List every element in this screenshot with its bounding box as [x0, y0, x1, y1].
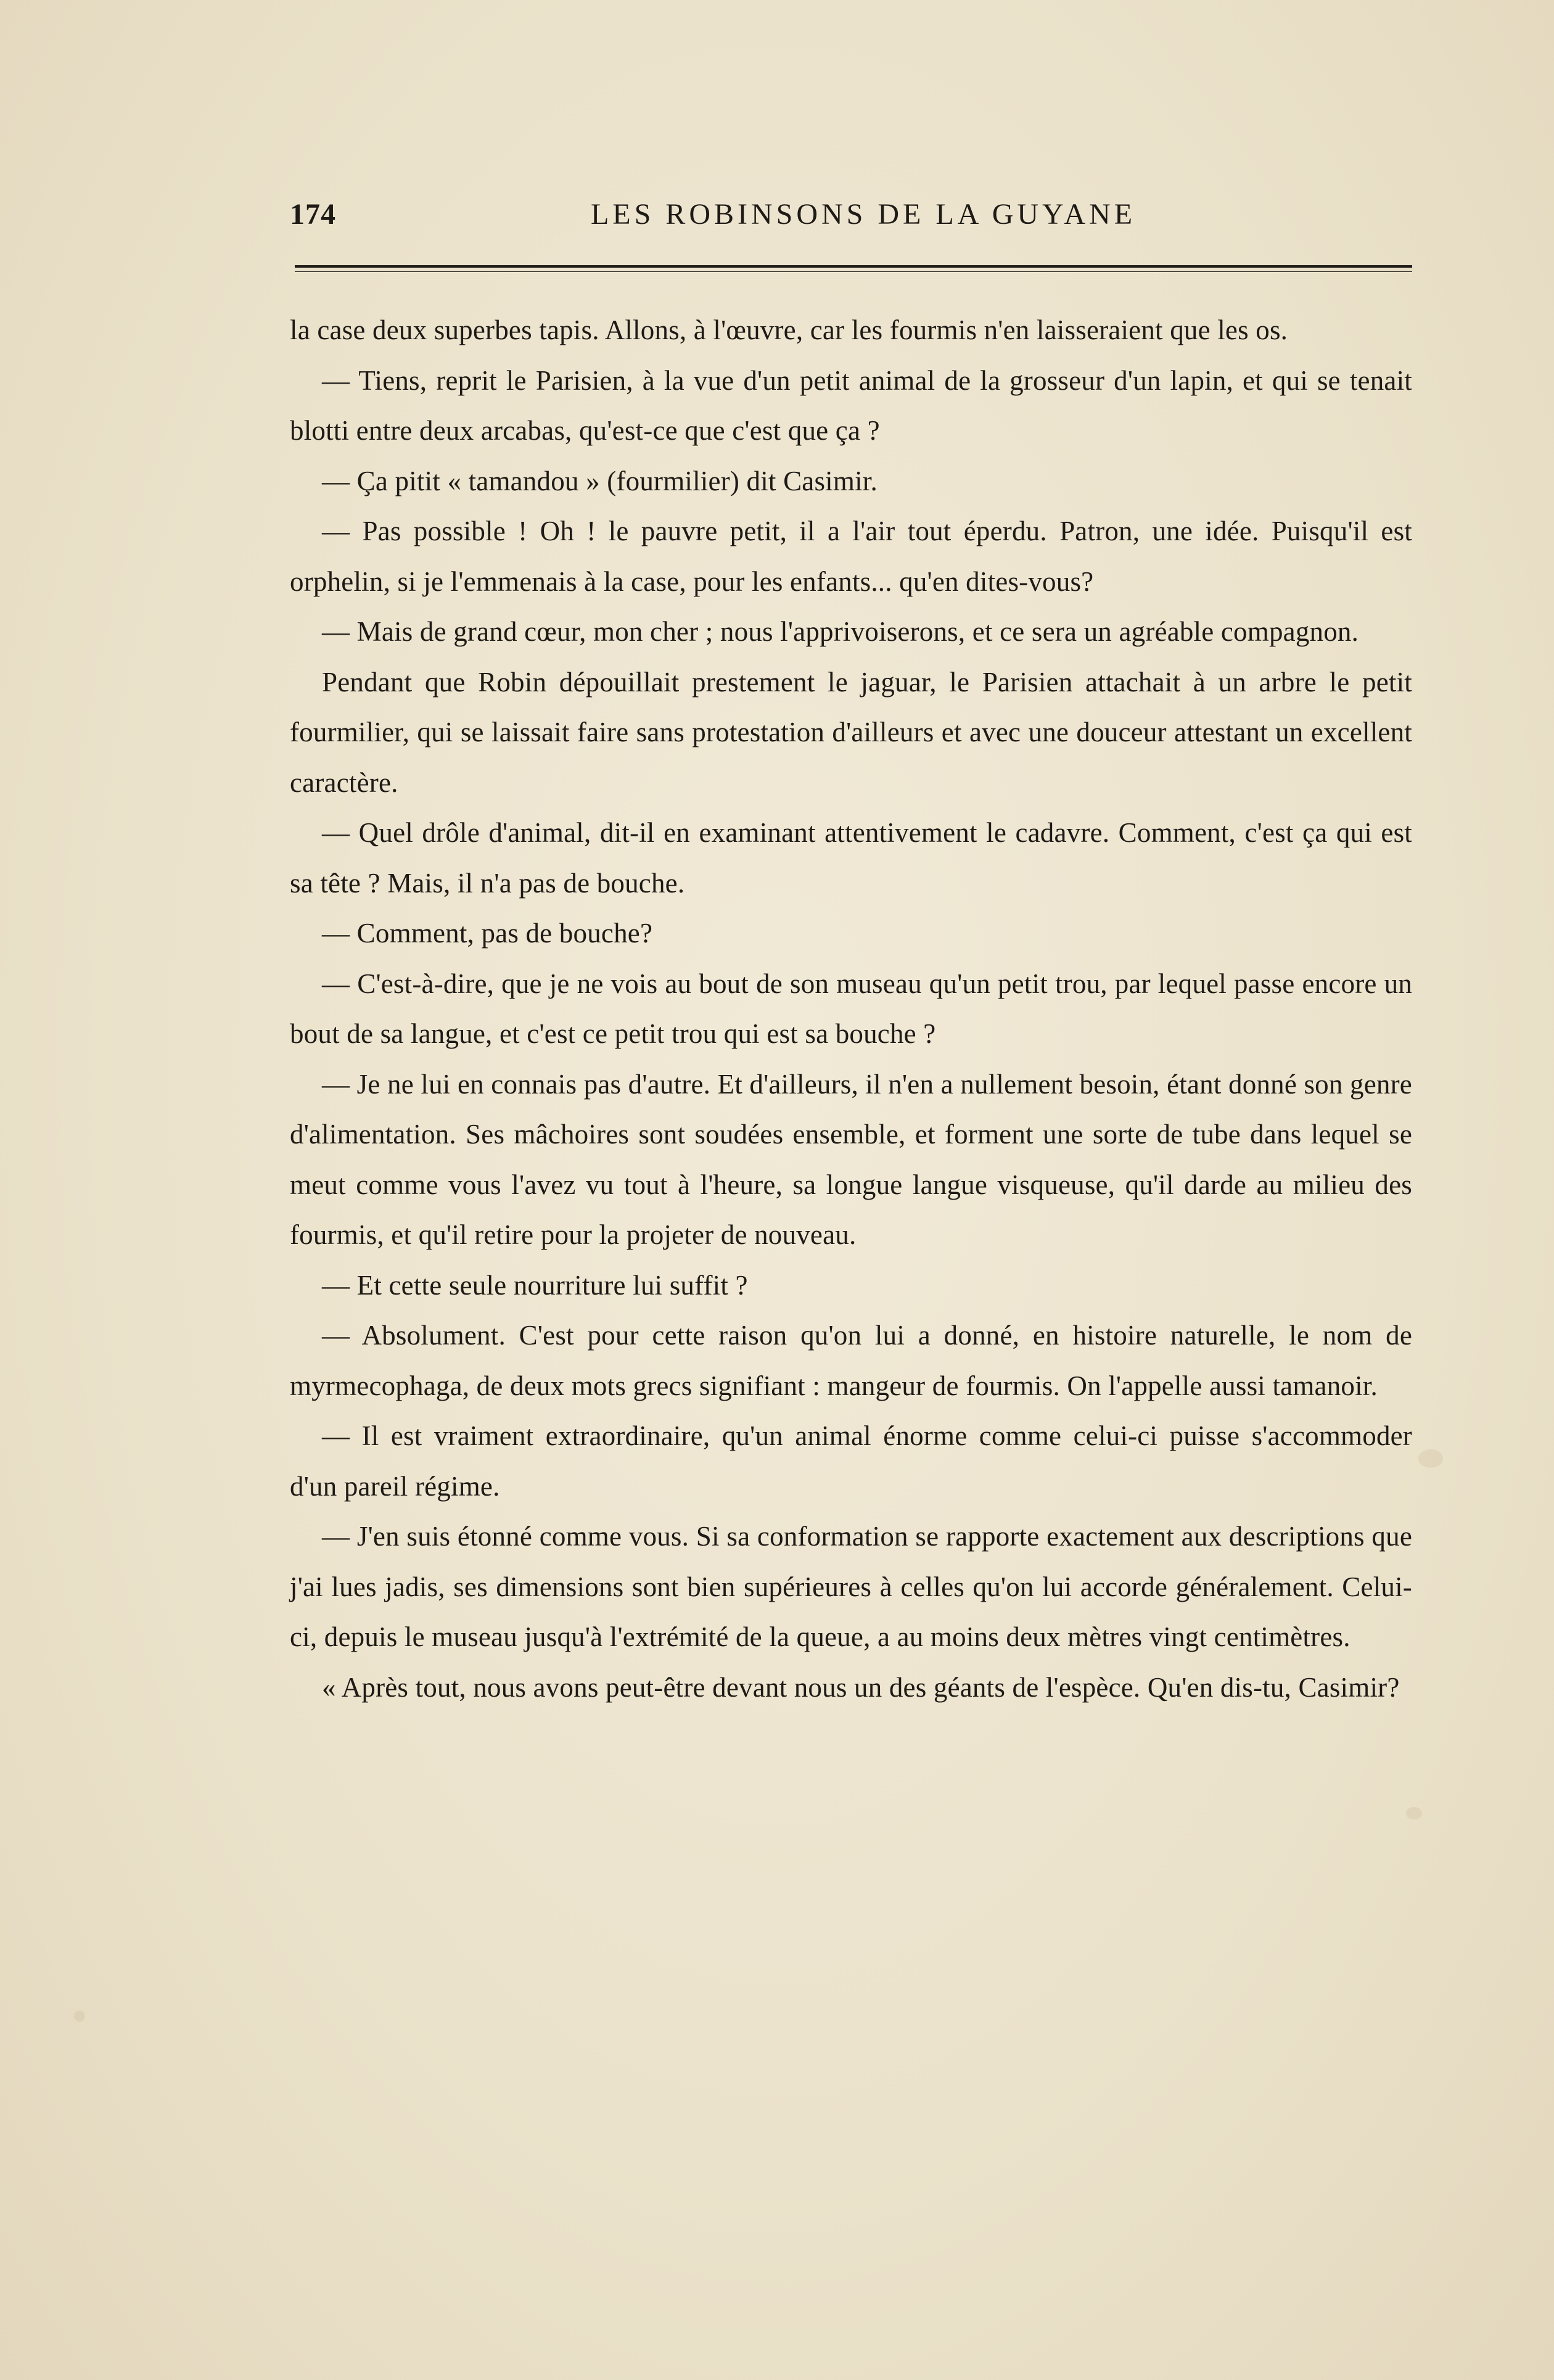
paper-stain	[74, 2011, 85, 2022]
paragraph: — C'est-à-dire, que je ne vois au bout de son museau qu'un petit trou, par lequel passe encore un bout de sa langue, et c'est ce petit trou qui est sa bouche ?	[290, 968, 1412, 1049]
paragraph: — Il est vraiment extraordinaire, qu'un animal énorme comme celui-ci puisse s'accommoder d'un pareil régime.	[290, 1420, 1412, 1502]
page-number: 174	[290, 198, 336, 231]
paragraph: la case deux superbes tapis. Allons, à l'œuvre, car les fourmis n'en laisseraient que les os.	[290, 315, 1288, 345]
page-header	[290, 197, 1412, 247]
paper-stain	[1406, 1807, 1422, 1819]
paragraph: — Absolument. C'est pour cette raison qu'on lui a donné, en histoire naturelle, le nom de myrmecophaga, de deux mots grecs signifiant : mangeur de fourmis. On l'appelle aussi tamanoir.	[290, 1320, 1412, 1401]
paragraph: — Je ne lui en connais pas d'autre. Et d'ailleurs, il n'en a nullement besoin, étant donné son genre d'alimentation. Ses mâchoires sont soudées ensemble, et forment une sorte de tube dans lequel se meut comme vous l'avez vu tout à l'heure, sa longue langue visqueuse, qu'il darde au milieu des fourmis, et qu'il retire pour la projeter de nouveau.	[290, 1068, 1412, 1250]
body-text	[290, 305, 1412, 1713]
paragraph: — Mais de grand cœur, mon cher ; nous l'apprivoiserons, et ce sera un agréable compagnon.	[322, 616, 1359, 647]
paragraph: — Et cette seule nourriture lui suffit ?	[322, 1269, 748, 1301]
book-page	[290, 197, 1412, 1703]
paragraph: — Tiens, reprit le Parisien, à la vue d'un petit animal de la grosseur d'un lapin, et qui se tenait blotti entre deux arcabas, qu'est-ce que c'est que ça ?	[290, 364, 1412, 446]
paragraph: « Après tout, nous avons peut-être devant nous un des géants de l'espèce. Qu'en dis-tu, Casimir?	[322, 1671, 1400, 1703]
paper-stain	[1418, 1449, 1443, 1468]
paragraph: — Comment, pas de bouche?	[322, 918, 653, 949]
paragraph: — Ça pitit « tamandou » (fourmilier) dit Casimir.	[322, 465, 878, 496]
header-rule	[295, 265, 1412, 272]
paragraph: — J'en suis étonné comme vous. Si sa conformation se rapporte exactement aux descriptions que j'ai lues jadis, ses dimensions sont bien supérieures à celles qu'on lui accorde généralement. Celui-ci, depuis le museau jusqu'à l'extrémité de la queue, a au moins deux mètres vingt centimètres.	[290, 1521, 1412, 1652]
paragraph: — Pas possible ! Oh ! le pauvre petit, il a l'air tout éperdu. Patron, une idée. Puisqu'il est orphelin, si je l'emmenais à la case, pour les enfants... qu'en dites-vous?	[290, 516, 1412, 597]
paragraph: — Quel drôle d'animal, dit-il en examinant attentivement le cadavre. Comment, c'est ça qui est sa tête ? Mais, il n'a pas de bouche.	[290, 817, 1412, 899]
paragraph: Pendant que Robin dépouillait prestement le jaguar, le Parisien attachait à un arbre le petit fourmilier, qui se laissait faire sans protestation d'ailleurs et avec une douceur attestant un excellent caractère.	[290, 666, 1412, 798]
running-title: LES ROBINSONS DE LA GUYANE	[590, 198, 1137, 231]
